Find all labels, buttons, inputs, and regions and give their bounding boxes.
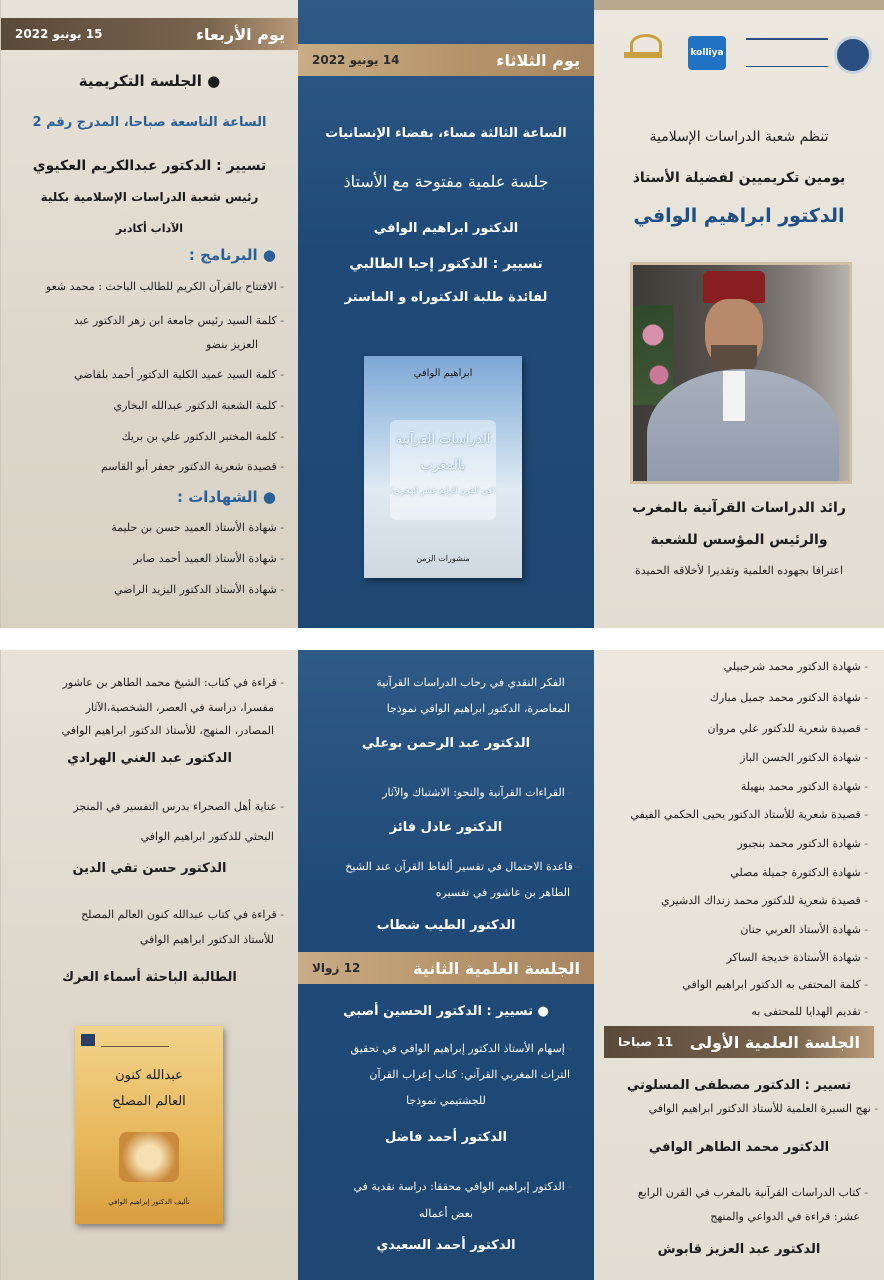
- talk-title: الطاهر بن عاشور في تفسيره: [435, 886, 570, 899]
- program-item: - كلمة الشعبة الدكتور عبدالله البخاري: [113, 399, 284, 412]
- testimony-item: - شهادة الدكتور محمد بنجبور: [737, 837, 868, 850]
- session-1-header: [604, 1026, 874, 1058]
- speaker-name: الدكتور أحمد السعيدي: [376, 1238, 516, 1253]
- talk-title: - كتاب الدراسات القرآنية بالمغرب في القرن الرابع: [638, 1186, 868, 1199]
- caption-2: والرئيس المؤسس للشعبة: [650, 532, 828, 548]
- moderator-role-2: الآداب أكادير: [115, 222, 184, 235]
- book-subtitle: (في القرن الرابع عشر الهجري): [390, 486, 496, 495]
- speaker-name: الدكتور عبد العزيز قابوش: [657, 1242, 821, 1257]
- moderator: تسيير : الدكتور عبدالكريم العكيوي: [32, 158, 267, 174]
- talk-title: - قاعدة الاحتمال في تفسير ألفاظ القرآن عند الشيخ: [345, 860, 580, 873]
- day-label: يوم الثلاثاء: [496, 50, 580, 70]
- scroll-illustration-icon: [119, 1132, 179, 1182]
- session-1-moderator: تسيير : الدكتور مصطفى المسلوتي: [626, 1078, 852, 1093]
- talk-title: - قراءة في كتاب: الشيخ محمد الطاهر بن عاشور: [63, 676, 284, 689]
- speaker-name: الدكتور أحمد فاضل: [384, 1130, 507, 1145]
- testimony-item: - شهادة الأستاذ الدكتور اليزيد الراضي: [114, 583, 284, 596]
- bottom-left-panel: [0, 650, 298, 1280]
- program-item-cont: العزيز بنضو: [205, 338, 258, 351]
- open-session: جلسة علمية مفتوحة مع الأستاذ: [343, 172, 549, 191]
- testimony-item: - قصيدة شعرية للدكتور علي مروان: [707, 722, 868, 735]
- book-title: بالمغرب: [420, 458, 466, 473]
- program-item: - كلمة السيد عميد الكلية الدكتور أحمد بلقاضي: [74, 368, 284, 381]
- book-logo-icon: [81, 1034, 95, 1046]
- top-left-panel: [0, 0, 298, 628]
- testimony-item: - شهادة الأستاذ العميد حسن بن حليمة: [111, 521, 284, 534]
- testimony-item: - شهادة الدكتور محمد شرحبيلي: [724, 660, 868, 673]
- book-cover-kannoun: [75, 1026, 223, 1224]
- testimony-item: - شهادة الأستاذ العميد أحمد صابر: [133, 552, 284, 565]
- book-author: ابراهيم الوافي: [413, 368, 473, 379]
- book-header-bar: [101, 1036, 169, 1047]
- book-title: عبدالله كنون: [115, 1068, 183, 1083]
- program-item: - كلمة السيد رئيس جامعة ابن زهر الدكتور عبد: [74, 314, 284, 327]
- audience: لفائدة طلبة الدكتوراه و الماستر: [344, 290, 548, 305]
- caption-3: اعترافا بجهوده العلمية وتقديرا لأخلاقه الحميدة: [634, 564, 844, 577]
- honoree-name: الدكتور ابراهيم الوافي: [373, 221, 519, 236]
- testimony-item: - شهادة الدكتور محمد بنهيلة: [741, 780, 868, 793]
- session-2-time: 12 زوالا: [312, 961, 361, 975]
- day-header-tuesday: [298, 44, 594, 76]
- speaker-name: الدكتور حسن تقي الدين: [72, 861, 227, 876]
- top-right-border: [594, 0, 884, 10]
- talk-title: - نهج السيرة العلمية للأستاذ الدكتور ابراهيم الوافي: [649, 1102, 878, 1115]
- talk-title: للجشتيمي نموذجا: [406, 1094, 486, 1107]
- organizer-intro: تنظم شعبة الدراسات الإسلامية: [649, 129, 829, 145]
- talk-title: البحثي للدكتور ابراهيم الوافي: [140, 830, 274, 843]
- testimonies-title: ● الشهادات :: [176, 488, 276, 506]
- program-title: ● البرنامج :: [188, 246, 276, 264]
- time-place: الساعة الثالثة مساء، بفضاء الإنسانيات: [325, 126, 567, 141]
- event-subtitle: يومين تكريميين لفضيلة الأستاذ: [632, 170, 846, 186]
- talk-title: - الدكتور إبراهيم الوافي محققا: دراسة نقدية في: [353, 1180, 572, 1193]
- shirt-collar: [723, 371, 745, 421]
- talk-title: المصادر، المنهج، للأستاذ الدكتور ابراهيم الوافي: [61, 724, 274, 737]
- speaker-name: الطالبة الباحثة أسماء العرك: [62, 970, 237, 985]
- talk-title: - إسهام الأستاذ الدكتور إبراهيم الوافي في تحقيق: [351, 1042, 572, 1055]
- session-title: ● الجلسة التكريمية: [78, 72, 221, 90]
- day-header-wednesday: [1, 18, 298, 50]
- talk-title: بعض أعماله: [419, 1207, 473, 1220]
- top-right-panel: [594, 0, 884, 628]
- session-2-title: الجلسة العلمية الثانية: [413, 958, 580, 978]
- book-title: الدراسات القرآنية: [395, 432, 491, 447]
- session-1-title: الجلسة العلمية الأولى: [689, 1032, 860, 1052]
- moderator-role-1: رئيس شعبة الدراسات الإسلامية بكلية: [40, 190, 259, 204]
- book-title: العالم المصلح: [112, 1094, 186, 1109]
- day-label: يوم الأربعاء: [195, 24, 285, 44]
- session-1-time: 11 صباحا: [618, 1035, 674, 1049]
- date-label: 14 يونيو 2022: [312, 53, 400, 67]
- talk-title: المعاصرة، الدكتور ابراهيم الوافي نموذجا: [386, 702, 570, 715]
- bottom-right-panel: [594, 650, 884, 1280]
- testimony-item: - قصيدة شعرية للدكتور محمد زنداك الدشيري: [661, 894, 868, 907]
- talk-title: - عناية أهل الصحراء بدرس التفسير في المنجز: [73, 800, 284, 813]
- speaker-name: الدكتور محمد الطاهر الوافي: [648, 1140, 830, 1155]
- bottom-middle-panel: [298, 650, 594, 1280]
- session-2-moderator: ● تسيير : الدكتور الحسين أصبي: [343, 1004, 549, 1019]
- moderator: تسيير : الدكتور إحيا الطالبي: [349, 256, 543, 272]
- book-cover: [364, 356, 522, 578]
- university-seal-icon: [834, 36, 872, 74]
- speaker-name: الدكتور عبد الرحمن بوعلي: [361, 736, 531, 751]
- talk-title: عشر: قراءة في الدواعي والمنهج: [710, 1210, 860, 1223]
- talk-title: - قراءة في كتاب عبدالله كنون العالم المصلح: [81, 908, 284, 921]
- speaker-name: الدكتور عادل فائز: [389, 820, 503, 835]
- testimony-item: - شهادة الأستاذة خديجة الساكر: [727, 951, 868, 964]
- laboratory-logo-icon: [620, 34, 666, 68]
- book-publisher: منشورات الزمن: [416, 554, 470, 563]
- program-item: - الافتتاح بالقرآن الكريم للطالب الباحث : محمد شعو: [46, 280, 284, 293]
- speaker-name: الدكتور الطيب شطاب: [376, 918, 516, 933]
- program-item: - قصيدة شعرية الدكتور جعفر أبو القاسم: [101, 460, 284, 473]
- caption-1: رائد الدراسات القرآنية بالمغرب: [632, 500, 846, 516]
- date-label: 15 يونيو 2022: [15, 27, 103, 41]
- testimony-item: - كلمة المحتفى به الدكتور ابراهيم الوافي: [682, 978, 868, 991]
- talk-title: - القراءات القرآنية والنحو: الاشتباك والآثار: [382, 786, 572, 799]
- talk-title: للأستاذ الدكتور ابراهيم الوافي: [139, 933, 274, 946]
- program-item: - كلمة المختبر الدكتور علي بن بريك: [122, 430, 284, 443]
- testimony-item: - تقديم الهدايا للمحتفى به: [751, 1005, 868, 1018]
- book-author: تأليف الدكتور إبراهيم الوافي: [108, 1198, 190, 1206]
- time-place: الساعة التاسعة صباحا، المدرج رقم 2: [32, 115, 267, 130]
- honoree-title: الدكتور ابراهيم الوافي: [633, 205, 845, 227]
- faculty-logo-icon: [746, 38, 828, 67]
- testimony-item: - شهادة الأستاذ العربي جنان: [740, 923, 868, 936]
- talk-title: مفسرا، دراسة في العصر، الشخصية،الآثار: [85, 701, 274, 714]
- speaker-name: الدكتور عبد الغني الهرادي: [67, 751, 232, 766]
- testimony-item: - شهادة الدكتور محمد جميل مبارك: [710, 691, 868, 704]
- honoree-portrait: [630, 262, 852, 484]
- kolliya-logo-icon: kolliya: [688, 36, 726, 70]
- testimony-item: - شهادة الدكتور الحسن الباز: [740, 751, 868, 764]
- testimony-item: - شهادة الدكتورة جميلة مصلي: [730, 866, 868, 879]
- session-2-header: [298, 952, 594, 984]
- flower-decoration: [633, 305, 673, 405]
- talk-title: - الفكر النقدي في رحاب الدراسات القرآنية: [376, 676, 572, 689]
- talk-title: التراث المغربي القرآني: كتاب إعراب القرآن: [369, 1068, 570, 1081]
- testimony-item: - قصيدة شعرية للأستاذ الدكتور يحيى الحكمي الفيفي: [630, 808, 868, 821]
- top-middle-panel: [298, 0, 594, 628]
